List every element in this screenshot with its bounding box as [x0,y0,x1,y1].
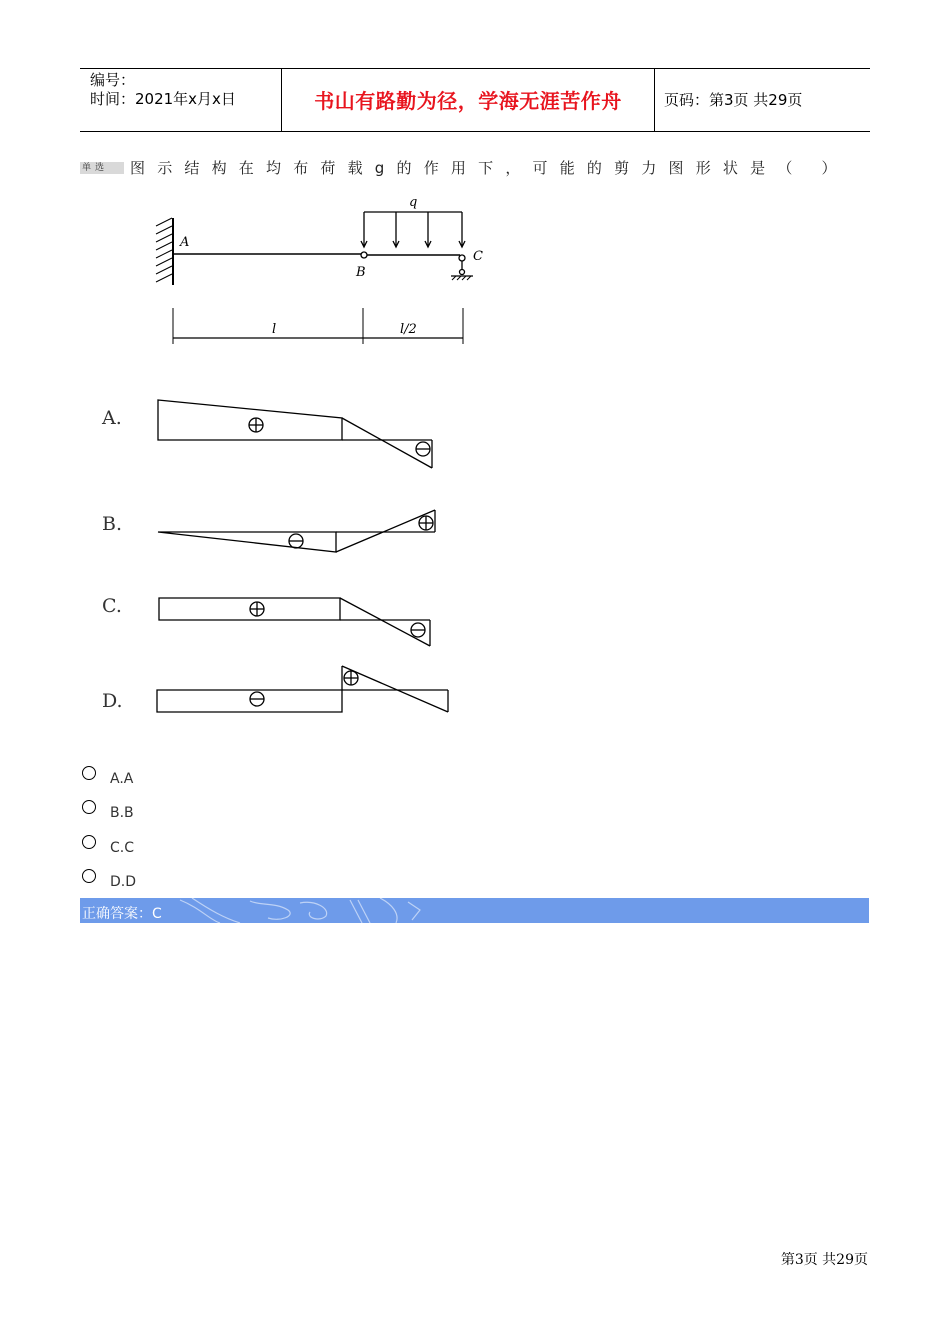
diagram-label-b: B. [102,513,123,535]
diagram-label-c: C. [102,595,122,617]
option-label: C.C [110,840,135,856]
page-footer: 第3页 共29页 [780,1252,868,1268]
diagram-d [157,666,448,712]
load-label: q [409,195,418,210]
question-type-badge: 单选 [80,162,124,174]
divider [654,69,655,131]
diagram-labels [101,407,123,712]
diagram-label-a: A. [102,407,122,429]
header-meta [90,71,280,109]
dim-label-l: l [272,322,277,337]
radio-button[interactable] [82,800,96,814]
point-label-b: B [356,265,366,280]
diagram-label-d: D. [102,690,123,712]
structure-labels [179,195,483,337]
option-label: A.A [110,771,134,787]
page-header [80,68,870,132]
question [80,157,870,179]
header-motto: 书山有路勤为径，学海无涯苦作舟 [314,89,622,113]
radio-button[interactable] [82,766,96,780]
question-text: 图示结构在均布荷载g的作用下，可能的剪力图形状是（ ） [130,159,849,177]
option-label: D.D [110,874,137,890]
shear-diagrams [157,400,448,712]
option-label: B.B [110,805,134,821]
number-label: 编号： [90,71,136,89]
radio-button[interactable] [82,869,96,883]
question-figure [80,180,483,735]
diagram-a [158,400,432,468]
header-page-info: 页码：第3页 共29页 [664,91,803,109]
point-label-c: C [473,249,483,264]
diagram-c [159,598,430,646]
dim-label-half-l: l/2 [400,322,417,337]
beam-structure [156,212,473,344]
radio-button[interactable] [82,835,96,849]
diagram-b [158,510,435,552]
time-label: 时间：2021年x月x日 [90,90,236,108]
watermark-pattern [180,898,440,923]
answer-bar [80,898,869,923]
correct-answer: 正确答案：C [82,906,162,922]
wall-hatch [156,218,172,282]
point-label-a: A [180,235,190,250]
